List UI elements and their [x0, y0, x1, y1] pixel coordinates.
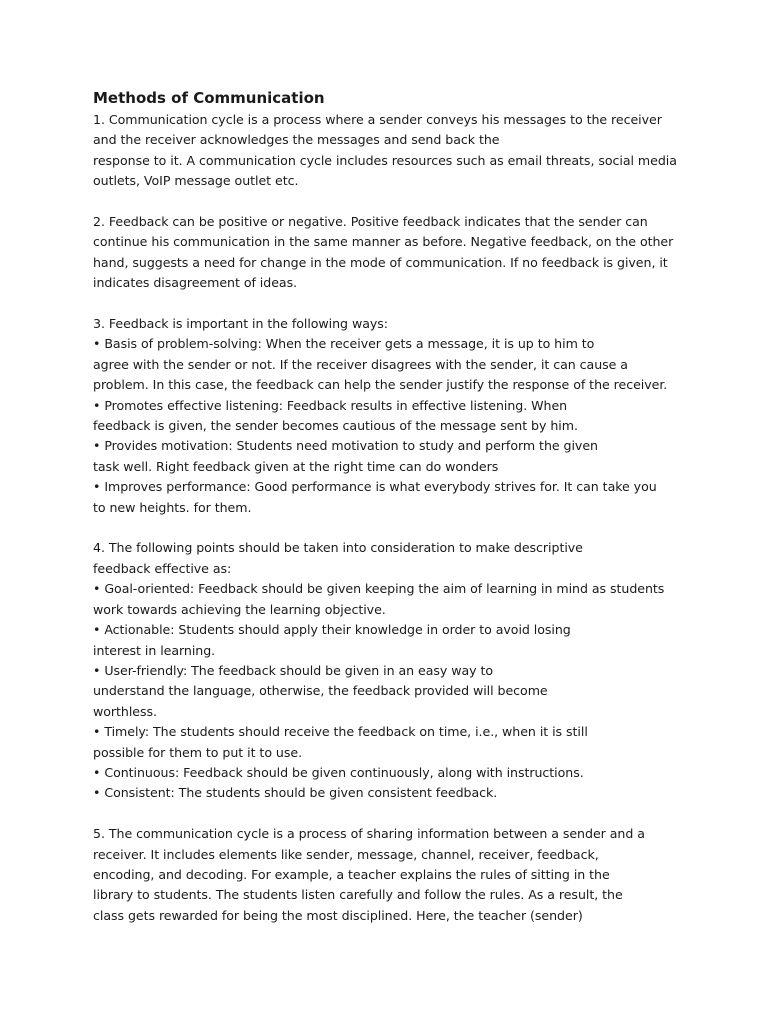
text-line: receiver. It includes elements like sender, message, channel, receiver, feedback,	[93, 846, 599, 862]
text-line: problem. In this case, the feedback can help the sender justify the response of the receiver.	[93, 377, 668, 393]
text-line: 3. Feedback is important in the following ways:	[93, 316, 388, 332]
text-line: continue his communication in the same manner as before. Negative feedback, on the other	[93, 234, 674, 250]
text-line: encoding, and decoding. For example, a teacher explains the rules of sitting in the	[93, 866, 610, 882]
text-line: • Consistent: The students should be given consistent feedback.	[93, 785, 498, 801]
text-line: to new heights. for them.	[93, 499, 252, 515]
paragraph-spacer	[93, 804, 693, 824]
text-line: agree with the sender or not. If the receiver disagrees with the sender, it can cause a	[93, 356, 628, 372]
paragraph-spacer	[93, 192, 693, 212]
document-body	[93, 110, 693, 926]
text-line: library to students. The students listen carefully and follow the rules. As a result, the	[93, 887, 623, 903]
text-line: • Continuous: Feedback should be given continuously, along with instructions.	[93, 764, 584, 780]
text-line: task well. Right feedback given at the right time can do wonders	[93, 458, 499, 474]
text-line: • Actionable: Students should apply their knowledge in order to avoid losing	[93, 622, 571, 638]
text-line: • Provides motivation: Students need motivation to study and perform the given	[93, 438, 598, 454]
document-page	[93, 86, 693, 926]
text-line: hand, suggests a need for change in the mode of communication. If no feedback is given, it	[93, 254, 668, 270]
text-line: • Basis of problem-solving: When the receiver gets a message, it is up to him to	[93, 336, 595, 352]
text-line: 5. The communication cycle is a process of sharing information between a sender and a	[93, 826, 645, 842]
text-line: class gets rewarded for being the most disciplined. Here, the teacher (sender)	[93, 907, 583, 923]
text-line: • Timely: The students should receive the feedback on time, i.e., when it is still	[93, 724, 588, 740]
text-line: outlets, VoIP message outlet etc.	[93, 173, 299, 189]
paragraph-spacer	[93, 294, 693, 314]
text-line: 4. The following points should be taken into consideration to make descriptive	[93, 540, 583, 556]
text-line: work towards achieving the learning objective.	[93, 601, 386, 617]
text-line: 2. Feedback can be positive or negative. Positive feedback indicates that the sender can	[93, 214, 648, 230]
text-line: • User-friendly: The feedback should be given in an easy way to	[93, 662, 494, 678]
text-line: 1. Communication cycle is a process where a sender conveys his messages to the receiver	[93, 112, 662, 127]
text-line: response to it. A communication cycle includes resources such as email threats, social media	[93, 152, 677, 168]
text-line: indicates disagreement of ideas.	[93, 275, 298, 291]
text-line: feedback effective as:	[93, 560, 232, 576]
text-line: • Promotes effective listening: Feedback results in effective listening. When	[93, 397, 568, 413]
text-line: interest in learning.	[93, 642, 216, 658]
text-line: feedback is given, the sender becomes cautious of the message sent by him.	[93, 418, 578, 434]
text-line: possible for them to put it to use.	[93, 744, 303, 760]
text-line: • Goal-oriented: Feedback should be given keeping the aim of learning in mind as students	[93, 581, 665, 597]
text-line: worthless.	[93, 703, 157, 719]
text-line: understand the language, otherwise, the feedback provided will become	[93, 683, 548, 699]
document-title: Methods of Communication	[93, 89, 325, 107]
text-line: • Improves performance: Good performance is what everybody strives for. It can take you	[93, 479, 657, 495]
paragraph-spacer	[93, 518, 693, 538]
text-line: and the receiver acknowledges the messages and send back the	[93, 132, 500, 148]
